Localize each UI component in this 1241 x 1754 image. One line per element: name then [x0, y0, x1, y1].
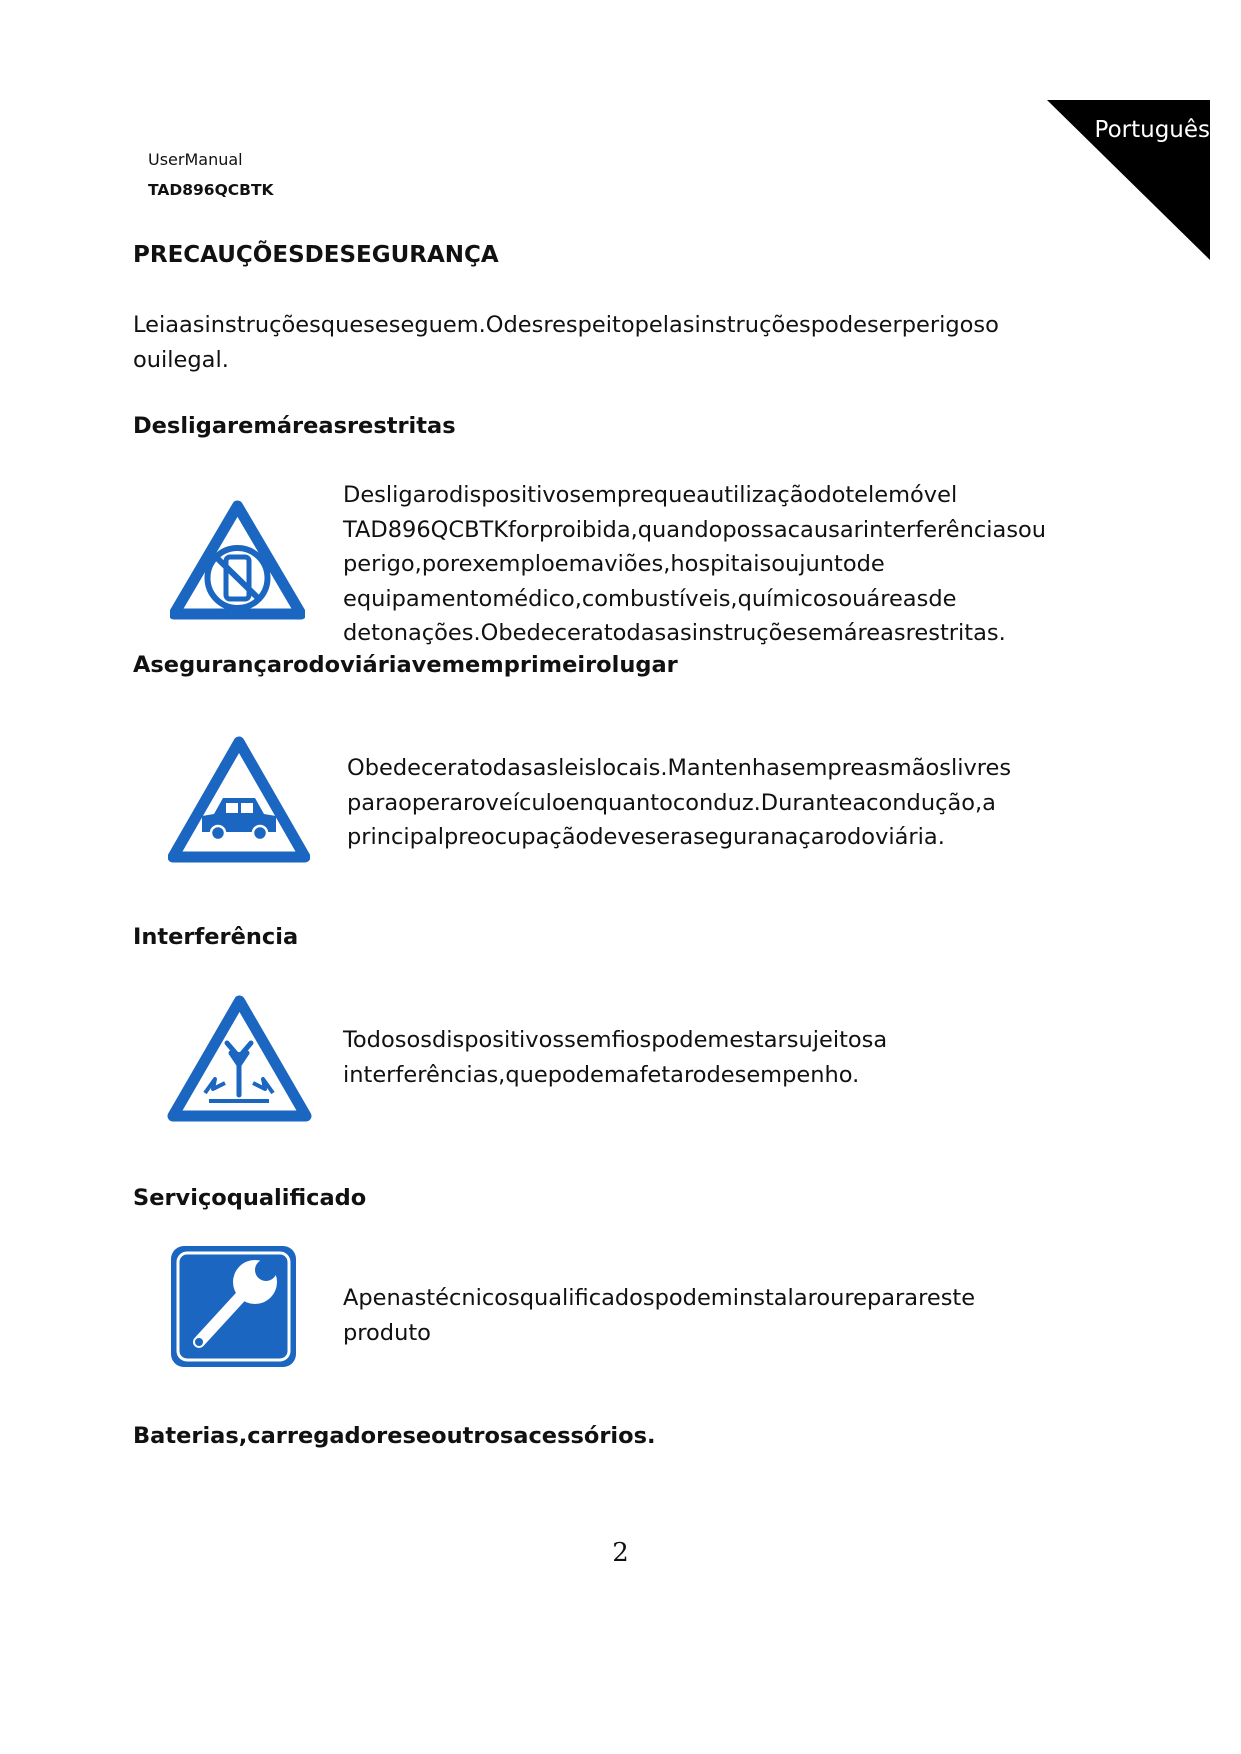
wrench-icon — [167, 1242, 300, 1371]
text-line: paraoperaroveículoenquantoconduz.Duranteacondução,a — [347, 789, 996, 816]
page-title: PRECAUÇÕESDESEGURANÇA — [133, 242, 499, 268]
text-line: equipamentomédico,combustíveis,químicosouáreasde — [343, 585, 957, 612]
section-heading-interference: Interferência — [133, 924, 299, 950]
page-number: 2 — [612, 1538, 629, 1568]
section-text-interference — [343, 1023, 887, 1092]
no-phone-icon — [170, 500, 305, 620]
text-line: Apenastécnicosqualificadospodeminstalaroureparareste — [343, 1285, 976, 1311]
text-line: produto — [343, 1319, 431, 1346]
text-line: Obedeceratodasasleislocais.Mantenhasempreasmãoslivres — [347, 755, 1012, 781]
text-line: perigo,porexemploemaviões,hospitaisoujuntode — [343, 551, 885, 577]
intro-paragraph — [133, 308, 999, 377]
car-warning-icon — [168, 736, 310, 864]
section-text-qualified-service — [343, 1281, 975, 1350]
section-heading-road-safety: Asegurançarodoviáriavememprimeirolugar — [133, 652, 678, 678]
section-heading-batteries: Baterias,carregadoreseoutrosacessórios. — [133, 1423, 656, 1449]
text-line: interferências,quepodemafetarodesempenho. — [343, 1061, 860, 1088]
intro-line: Leiaasinstruçõesqueseseguem.Odesrespeitopelasinstruçõespodeserperigoso — [133, 312, 999, 338]
section-heading-qualified-service: Serviçoqualificado — [133, 1185, 367, 1211]
section-text-restricted-areas — [343, 478, 1046, 651]
text-line: TAD896QCBTKforproibida,quandopossacausarinterferênciasou — [343, 516, 1047, 543]
model-number: TAD896QCBTK — [148, 181, 274, 199]
section-heading-restricted-areas: Desligaremáreasrestritas — [133, 413, 456, 439]
interference-icon — [167, 995, 312, 1123]
language-badge — [1047, 100, 1210, 260]
text-line: detonações.Obedeceratodasasinstruçõesemáreasrestritas. — [343, 620, 1006, 646]
document-type: UserManual — [148, 150, 243, 169]
section-text-road-safety — [347, 751, 1011, 855]
text-line: Todososdispositivossemfiospodemestarsujeitosa — [343, 1027, 888, 1053]
intro-line: ouilegal. — [133, 346, 229, 373]
text-line: Desligarodispositivosemprequeautilizaçãodotelemóvel — [343, 482, 958, 508]
text-line: principalpreocupaçãodeveseraseguranaçarodoviária. — [347, 824, 945, 850]
language-label: Português — [1094, 117, 1210, 143]
